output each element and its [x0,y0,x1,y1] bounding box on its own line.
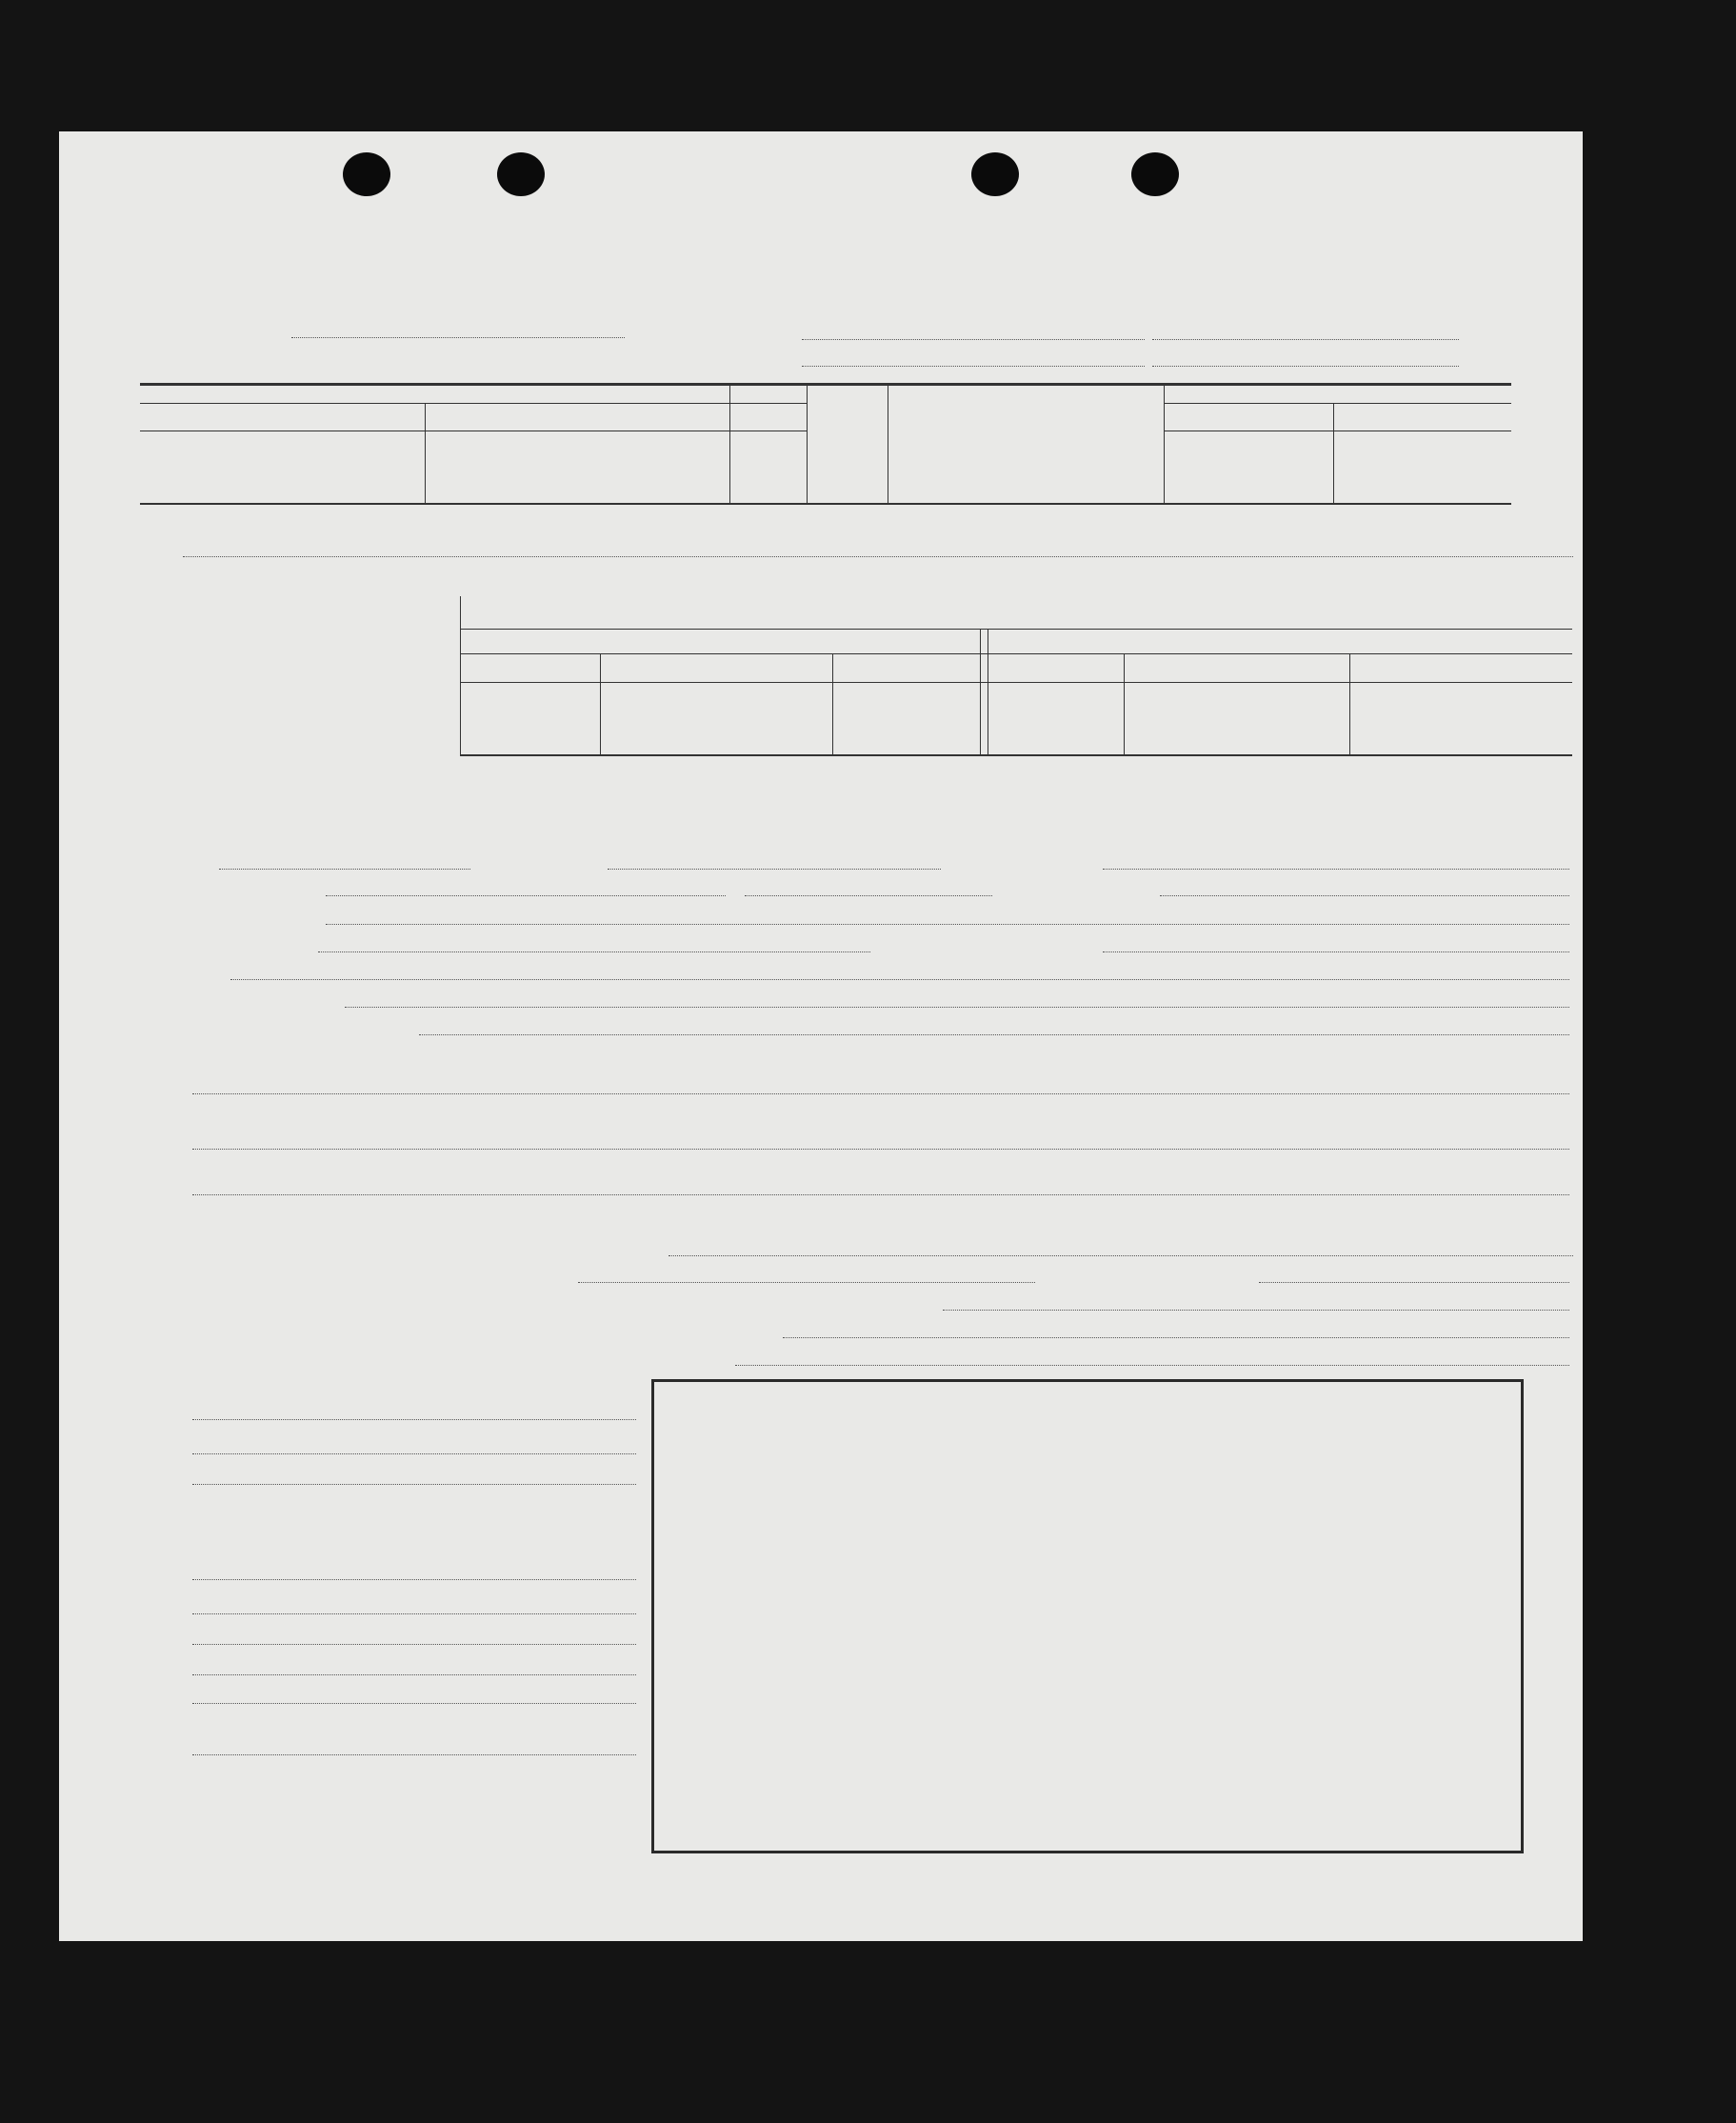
punch-hole [971,152,1019,196]
punch-hole [1131,152,1179,196]
form-sheet [59,131,1583,1941]
punch-hole [343,152,390,196]
punch-hole [497,152,545,196]
visitor-stamp [1390,396,1531,576]
officer-box [651,1379,1524,1853]
